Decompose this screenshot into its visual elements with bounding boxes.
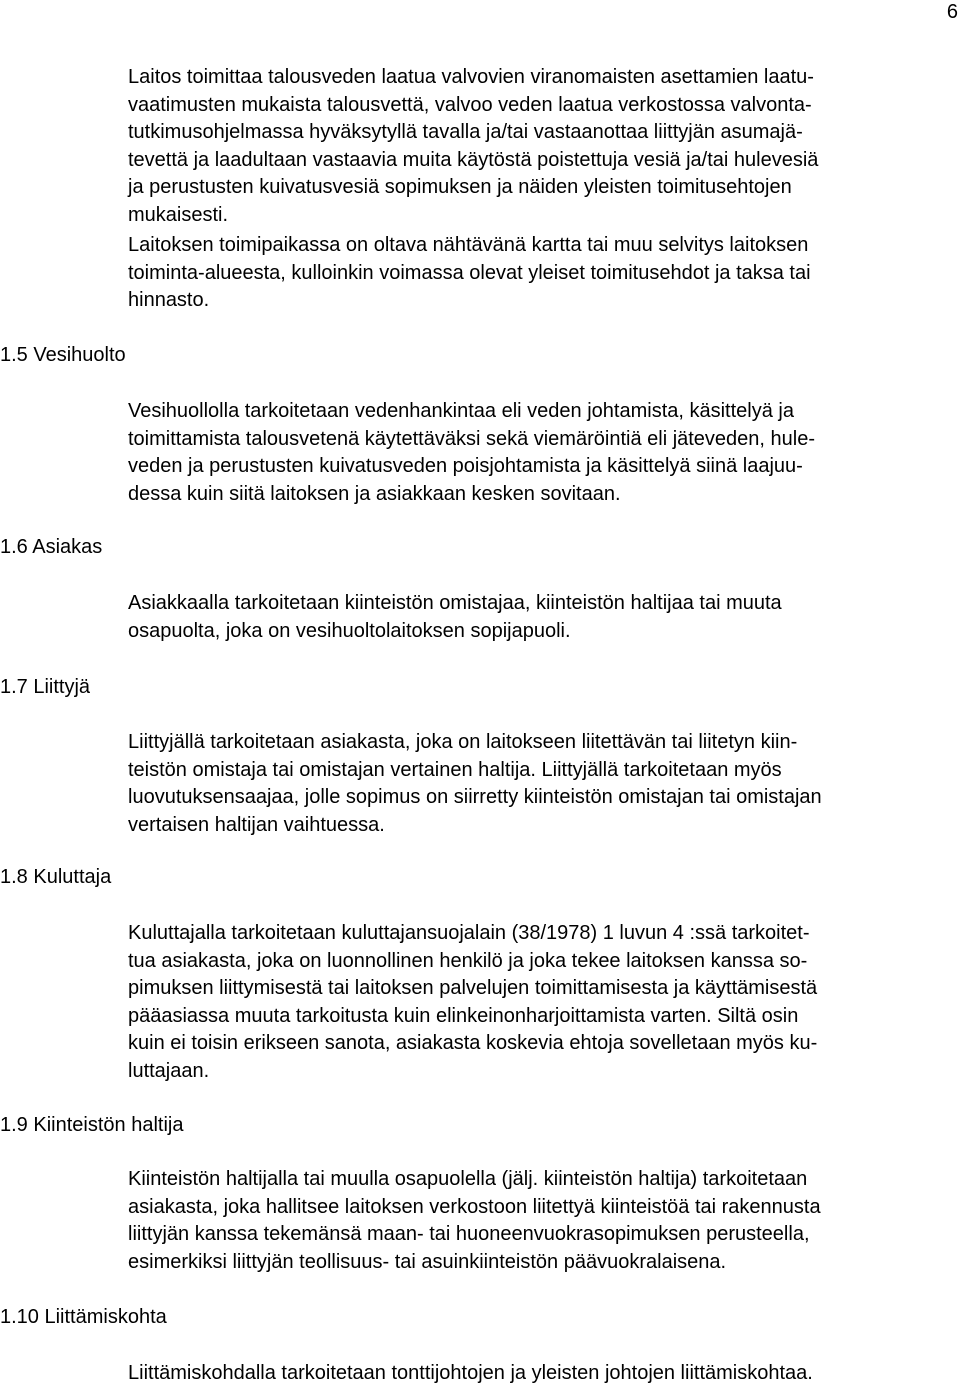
section-body-1-10: Liittämiskohdalla tarkoitetaan tonttijohtojen ja yleisten johtojen liittämiskohtaa. (128, 1362, 813, 1384)
section-heading-1-9: 1.9 Kiinteistön haltija (0, 1114, 184, 1136)
intro-paragraph-2: Laitoksen toimipaikassa on oltava nähtävänä kartta tai muu selvitys laitoksen toiminta-alueesta, kulloinkin voimassa olevat yleiset toimitusehdot ja taksa tai hinnasto. (128, 234, 811, 311)
section-body-1-9: Kiinteistön haltijalla tai muulla osapuolella (jälj. kiinteistön haltija) tarkoitetaan asiakasta, joka hallitsee laitoksen verkostoon liitettyä kiinteistöä tai rakennusta liittyjän kanssa tekemänsä maan- tai huoneenvuokrasopimuksen perusteella, esimerkiksi liittyjän teollisuus- tai asuinkiinteistön päävuokralaisena. (128, 1168, 821, 1273)
section-body-1-6: Asiakkaalla tarkoitetaan kiinteistön omistajaa, kiinteistön haltijaa tai muuta osapuolta, joka on vesihuoltolaitoksen sopijapuoli. (128, 592, 782, 642)
intro-paragraph-1: Laitos toimittaa talousveden laatua valvovien viranomaisten asettamien laatu- vaatimusten mukaista talousvettä, valvoo veden laatua verkostossa valvonta- tutkimusohjelmassa hyväksytyllä tavalla ja/tai vastaanottaa liittyjän asumajä- tevettä ja laadultaan vastaavia muita käytöstä poistettuja vesiä ja/tai hulevesiä ja perustusten kuivatusvesiä sopimuksen ja näiden yleisten toimitusehtojen mukaisesti. (128, 66, 819, 226)
section-body-1-5: Vesihuollolla tarkoitetaan vedenhankintaa eli veden johtamista, käsittelyä ja toimittamista talousvetenä käytettäväksi sekä viemäröintiä eli jäteveden, hule- veden ja perustusten kuivatusveden poisjohtamista ja käsittelyä siinä laajuu- dessa kuin siitä laitoksen ja asiakkaan kesken sovitaan. (128, 400, 816, 505)
section-heading-1-5: 1.5 Vesihuolto (0, 344, 126, 366)
section-heading-1-7: 1.7 Liittyjä (0, 676, 91, 698)
section-body-1-7: Liittyjällä tarkoitetaan asiakasta, joka on laitokseen liitettävän tai liitetyn kiin- teistön omistaja tai omistajan vertainen haltija. Liittyjällä tarkoitetaan myös luovutuksensaajaa, jolle sopimus on siirretty kiinteistön omistajan tai omistajan vertaisen haltijan vaihtuessa. (128, 731, 822, 836)
section-body-1-8: Kuluttajalla tarkoitetaan kuluttajansuojalain (38/1978) 1 luvun 4 :ssä tarkoitet- tua asiakasta, joka on luonnollinen henkilö ja joka tekee laitoksen kanssa so- pimuksen liittymisestä tai laitoksen palvelujen toimittamisesta ja käyttämisestä pääasiassa muuta tarkoitusta kuin elinkeinonharjoittamista varten. Siltä osin kuin ei toisin erikseen sanota, asiakasta koskevia ehtoja sovelletaan myös ku- luttajaan. (128, 922, 818, 1082)
section-heading-1-10: 1.10 Liittämiskohta (0, 1306, 167, 1328)
section-heading-1-8: 1.8 Kuluttaja (0, 866, 112, 888)
section-heading-1-6: 1.6 Asiakas (0, 536, 103, 558)
page-number: 6 (946, 1, 958, 23)
